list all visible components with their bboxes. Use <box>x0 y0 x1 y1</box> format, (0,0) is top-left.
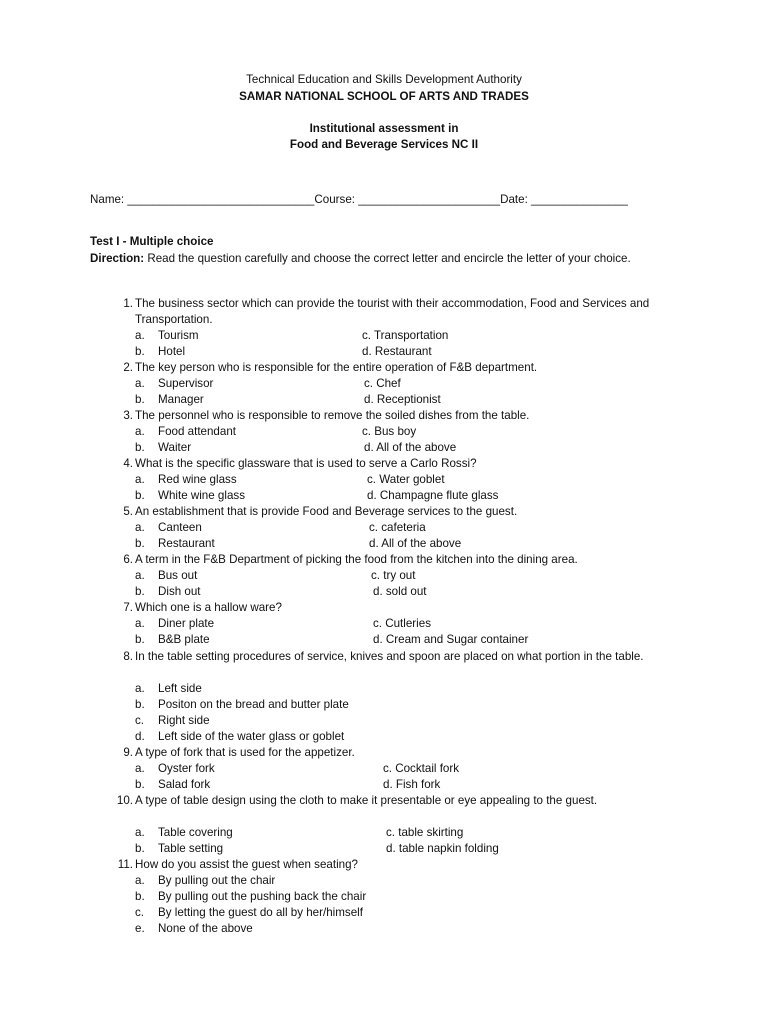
choice-text: Hotel <box>158 345 186 358</box>
choice-text: Restaurant <box>158 537 215 550</box>
question-11 <box>112 857 682 873</box>
choice-4c: c. Water goblet <box>367 473 445 486</box>
student-info-line <box>90 193 690 207</box>
choice-letter: a. <box>135 826 145 839</box>
question-8 <box>112 649 682 681</box>
test-title: Test I - Multiple choice <box>90 235 214 248</box>
choice-text: By pulling out the chair <box>158 874 276 887</box>
choice-letter: b. <box>135 393 145 406</box>
question-10 <box>112 793 682 825</box>
question-number: 10. <box>116 794 133 807</box>
choice-10d: d. table napkin folding <box>386 842 499 855</box>
choice-5d: d. All of the above <box>369 537 462 550</box>
choice-10c: c. table skirting <box>386 826 464 839</box>
choice-letter: a. <box>135 425 145 438</box>
choice-7c: c. Cutleries <box>373 617 431 630</box>
choice-3d: d. All of the above <box>364 441 457 454</box>
choice-text: Supervisor <box>158 377 214 390</box>
question-3 <box>112 408 682 424</box>
question-text: A type of fork that is used for the appetizer. <box>135 746 355 759</box>
choice-letter: e. <box>135 922 145 935</box>
question-number: 8. <box>123 650 133 663</box>
course-label: Course: <box>314 193 355 206</box>
choice-letter: b. <box>135 345 145 358</box>
choice-letter: b. <box>135 489 145 502</box>
choice-text: B&B plate <box>158 633 210 646</box>
choice-text: Left side of the water glass or goblet <box>158 730 345 743</box>
choice-letter: a. <box>135 569 145 582</box>
choice-letter: c. <box>135 906 145 919</box>
question-number: 11. <box>117 858 133 871</box>
question-text: What is the specific glassware that is used to serve a Carlo Rossi? <box>135 457 477 470</box>
choice-letter: a. <box>135 617 145 630</box>
name-blank: _____________________________ <box>127 193 315 206</box>
direction-label: Direction: <box>90 252 145 265</box>
choice-letter: a. <box>135 874 145 887</box>
direction <box>90 251 670 267</box>
choice-text: None of the above <box>158 922 253 935</box>
choice-6d: d. sold out <box>373 585 427 598</box>
question-text: The business sector which can provide the tourist with their accommodation, Food and Services and Transportation. <box>135 297 650 326</box>
question-text: A type of table design using the cloth to make it presentable or eye appealing to the guest. <box>135 794 598 807</box>
question-text: The key person who is responsible for the entire operation of F&B department. <box>135 361 538 374</box>
choice-text: Dish out <box>158 585 201 598</box>
date-label: Date: <box>500 193 528 206</box>
choice-9c: c. Cocktail fork <box>383 762 460 775</box>
question-number: 4. <box>123 457 133 470</box>
choice-letter: a. <box>135 473 145 486</box>
choice-text: Left side <box>158 682 202 695</box>
choice-letter: b. <box>135 842 145 855</box>
date-blank: _______________ <box>531 193 628 206</box>
choice-text: Table covering <box>158 826 233 839</box>
choice-2c: c. Chef <box>364 377 401 390</box>
choice-text: Tourism <box>158 329 199 342</box>
choice-text: Food attendant <box>158 425 236 438</box>
question-number: 5. <box>123 505 133 518</box>
choice-9d: d. Fish fork <box>383 778 441 791</box>
choice-letter: b. <box>135 537 145 550</box>
choice-text: Manager <box>158 393 204 406</box>
direction-text: Read the question carefully and choose the correct letter and encircle the letter of your choice. <box>144 252 631 265</box>
choice-text: Salad fork <box>158 778 211 791</box>
question-4 <box>112 456 682 472</box>
question-number: 1. <box>123 297 133 310</box>
choice-text: Red wine glass <box>158 473 237 486</box>
question-text: In the table setting procedures of service, knives and spoon are placed on what portion in the table. <box>135 650 644 663</box>
choice-letter: a. <box>135 762 145 775</box>
choice-letter: b. <box>135 890 145 903</box>
question-text: Which one is a hallow ware? <box>135 601 282 614</box>
choice-text: By letting the guest do all by her/himself <box>158 906 363 919</box>
choice-letter: a. <box>135 377 145 390</box>
choice-1d: d. Restaurant <box>362 345 432 358</box>
choice-letter: b. <box>135 698 145 711</box>
agency-name: Technical Education and Skills Development Authority <box>246 73 522 86</box>
question-text: An establishment that is provide Food and Beverage services to the guest. <box>135 505 518 518</box>
choice-letter: a. <box>135 521 145 534</box>
choice-4d: d. Champagne flute glass <box>367 489 499 502</box>
choice-letter: b. <box>135 441 145 454</box>
question-number: 3. <box>123 409 133 422</box>
choice-letter: b. <box>135 633 145 646</box>
choice-text: White wine glass <box>158 489 245 502</box>
course-title: Food and Beverage Services NC II <box>289 138 479 151</box>
choice-text: By pulling out the pushing back the chair <box>158 890 367 903</box>
question-9 <box>112 745 682 761</box>
choice-letter: c. <box>135 714 145 727</box>
choice-5c: c. cafeteria <box>369 521 426 534</box>
choice-text: Waiter <box>158 441 192 454</box>
choice-letter: b. <box>135 585 145 598</box>
assessment-title: Institutional assessment in <box>309 122 459 135</box>
choice-text: Canteen <box>158 521 202 534</box>
choice-7d: d. Cream and Sugar container <box>373 633 529 646</box>
choice-letter: a. <box>135 682 145 695</box>
choice-text: Diner plate <box>158 617 215 630</box>
choice-letter: a. <box>135 329 145 342</box>
choice-6c: c. try out <box>371 569 416 582</box>
choice-letter: d. <box>135 730 145 743</box>
question-2 <box>112 360 682 376</box>
choice-text: Positon on the bread and butter plate <box>158 698 349 711</box>
question-1 <box>112 296 682 328</box>
choice-text: Table setting <box>158 842 224 855</box>
question-text: The personnel who is responsible to remove the soiled dishes from the table. <box>135 409 530 422</box>
question-text: How do you assist the guest when seating? <box>135 858 358 871</box>
question-5 <box>112 504 682 520</box>
course-blank: ______________________ <box>358 193 501 206</box>
question-text: A term in the F&B Department of picking the food from the kitchen into the dining area. <box>135 553 578 566</box>
choice-3c: c. Bus boy <box>362 425 417 438</box>
choice-1c: c. Transportation <box>362 329 449 342</box>
school-name: SAMAR NATIONAL SCHOOL OF ARTS AND TRADES <box>239 90 529 103</box>
choice-text: Oyster fork <box>158 762 215 775</box>
question-number: 2. <box>123 361 133 374</box>
question-number: 9. <box>123 746 133 759</box>
question-7 <box>112 600 682 616</box>
name-label: Name: <box>90 193 125 206</box>
question-6 <box>112 552 682 568</box>
question-number: 6. <box>123 553 133 566</box>
choice-2d: d. Receptionist <box>364 393 441 406</box>
choice-letter: b. <box>135 778 145 791</box>
choice-text: Right side <box>158 714 210 727</box>
choice-text: Bus out <box>158 569 198 582</box>
question-number: 7. <box>123 601 133 614</box>
